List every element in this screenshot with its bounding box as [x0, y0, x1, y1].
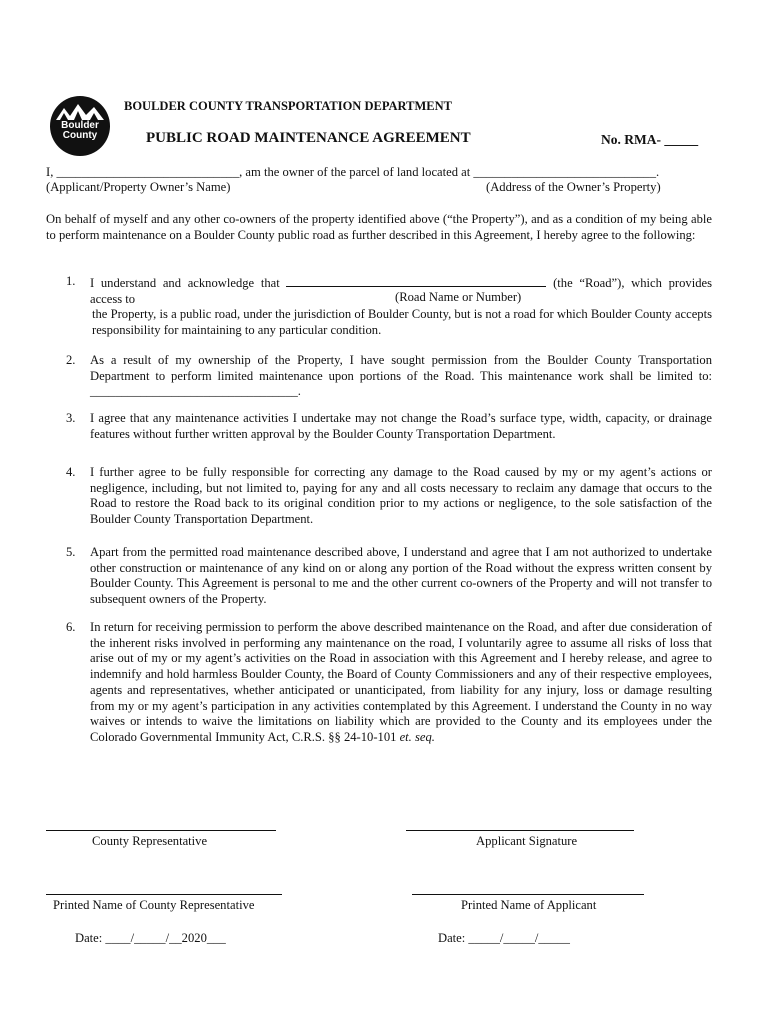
applicant-date-field[interactable]: Date: _____/_____/_____: [438, 931, 570, 945]
applicant-printed-name-field[interactable]: [412, 882, 644, 895]
applicant-signature-field[interactable]: [406, 818, 634, 831]
owner-line-labels: [46, 180, 726, 195]
boulder-county-logo: [50, 96, 110, 156]
county-rep-signature-field[interactable]: [46, 818, 276, 831]
page-title: PUBLIC ROAD MAINTENANCE AGREEMENT: [146, 130, 471, 146]
term-5: 5. Apart from the permitted road maintenance described above, I understand and agree that I am not authorized to undertake other construction or maintenance of any kind on or along any portion of the Road without the express written consent by Boulder County. This Agreement is personal to me and the other current co-owners of the Property and will not transfer to subsequent owners of the Property.: [66, 545, 712, 607]
department-heading: BOULDER COUNTY TRANSPORTATION DEPARTMENT: [124, 99, 452, 113]
county-rep-label: County Representative: [92, 834, 208, 848]
county-printed-name-label: Printed Name of County Representative: [53, 898, 255, 912]
logo-text: Boulder County: [61, 120, 99, 141]
applicant-name-label: (Applicant/Property Owner’s Name): [46, 180, 231, 194]
rma-number: No. RMA- _____: [601, 132, 699, 147]
applicant-printed-name-label: Printed Name of Applicant: [461, 898, 597, 912]
road-name-label: (Road Name or Number): [395, 290, 522, 304]
road-name-field[interactable]: [286, 274, 546, 287]
county-date-field[interactable]: Date: ____/_____/__2020___: [75, 931, 226, 945]
intro-paragraph: On behalf of myself and any other co-owners of the property identified above (“the Property”), and as a condition of my being able to perform maintenance on a Boulder County public road as further described in this Agreement, I hereby agree to the following:: [46, 212, 712, 242]
property-address-label: (Address of the Owner’s Property): [486, 180, 661, 194]
owner-line: I, _____________________________, am the owner of the parcel of land located at _____________________________.: [46, 165, 660, 179]
term-4: 4. I further agree to be fully responsible for correcting any damage to the Road caused by my or my agent’s actions or negligence, including, but not limited to, paying for any and all costs necessary to reclaim any damage that occurs to the Road to restore the Road back to its original condition prior to my actions or negligence, to the sole satisfaction of the Boulder County Transportation Department.: [66, 465, 712, 527]
term-3: 3. I agree that any maintenance activities I undertake may not change the Road’s surface type, width, capacity, or drainage features without further written approval by the Boulder County Transportation Department.: [66, 411, 712, 441]
applicant-signature-label: Applicant Signature: [476, 834, 578, 848]
applicant-name-field[interactable]: _____________________________: [56, 165, 240, 179]
term-1: 1. I understand and acknowledge that (the “Road”), which provides access to (Road Name or Number) the Property, is a public road, under the jurisdiction of Boulder County, but is not a road for which Boulder County accepts responsibility for maintaining to any particular condition.: [66, 274, 712, 338]
term-6: 6. In return for receiving permission to perform the above described maintenance on the Road, and after due consideration of the inherent risks involved in performing any maintenance on the road, I voluntarily agree to assume all risks of loss that arise out of my or my agent’s activities on the Road in association with this Agreement and I hereby release, and agree to indemnify and hold harmless Boulder County, the Board of County Commissioners and any of their respective employees, agents and representatives, whether anticipated or unanticipated, from liability for any injury, loss or damage resulting from my or my agent’s participation in any activities contemplated by this Agreement. I understand the County in no way waives or intends to waive the limitations on liability which are provided to the County and its employees under the Colorado Governmental Immunity Act, C.R.S. §§ 24-10-101 et. seq.: [66, 620, 712, 744]
county-printed-name-field[interactable]: [46, 882, 282, 895]
agreement-terms: [46, 274, 712, 746]
term-2: 2. As a result of my ownership of the Property, I have sought permission from the Boulder County Transportation Department to perform limited maintenance upon portions of the Road. This maintenance work shall be limited to: _________________________________.: [66, 353, 712, 399]
property-address-field[interactable]: _____________________________: [473, 165, 657, 179]
